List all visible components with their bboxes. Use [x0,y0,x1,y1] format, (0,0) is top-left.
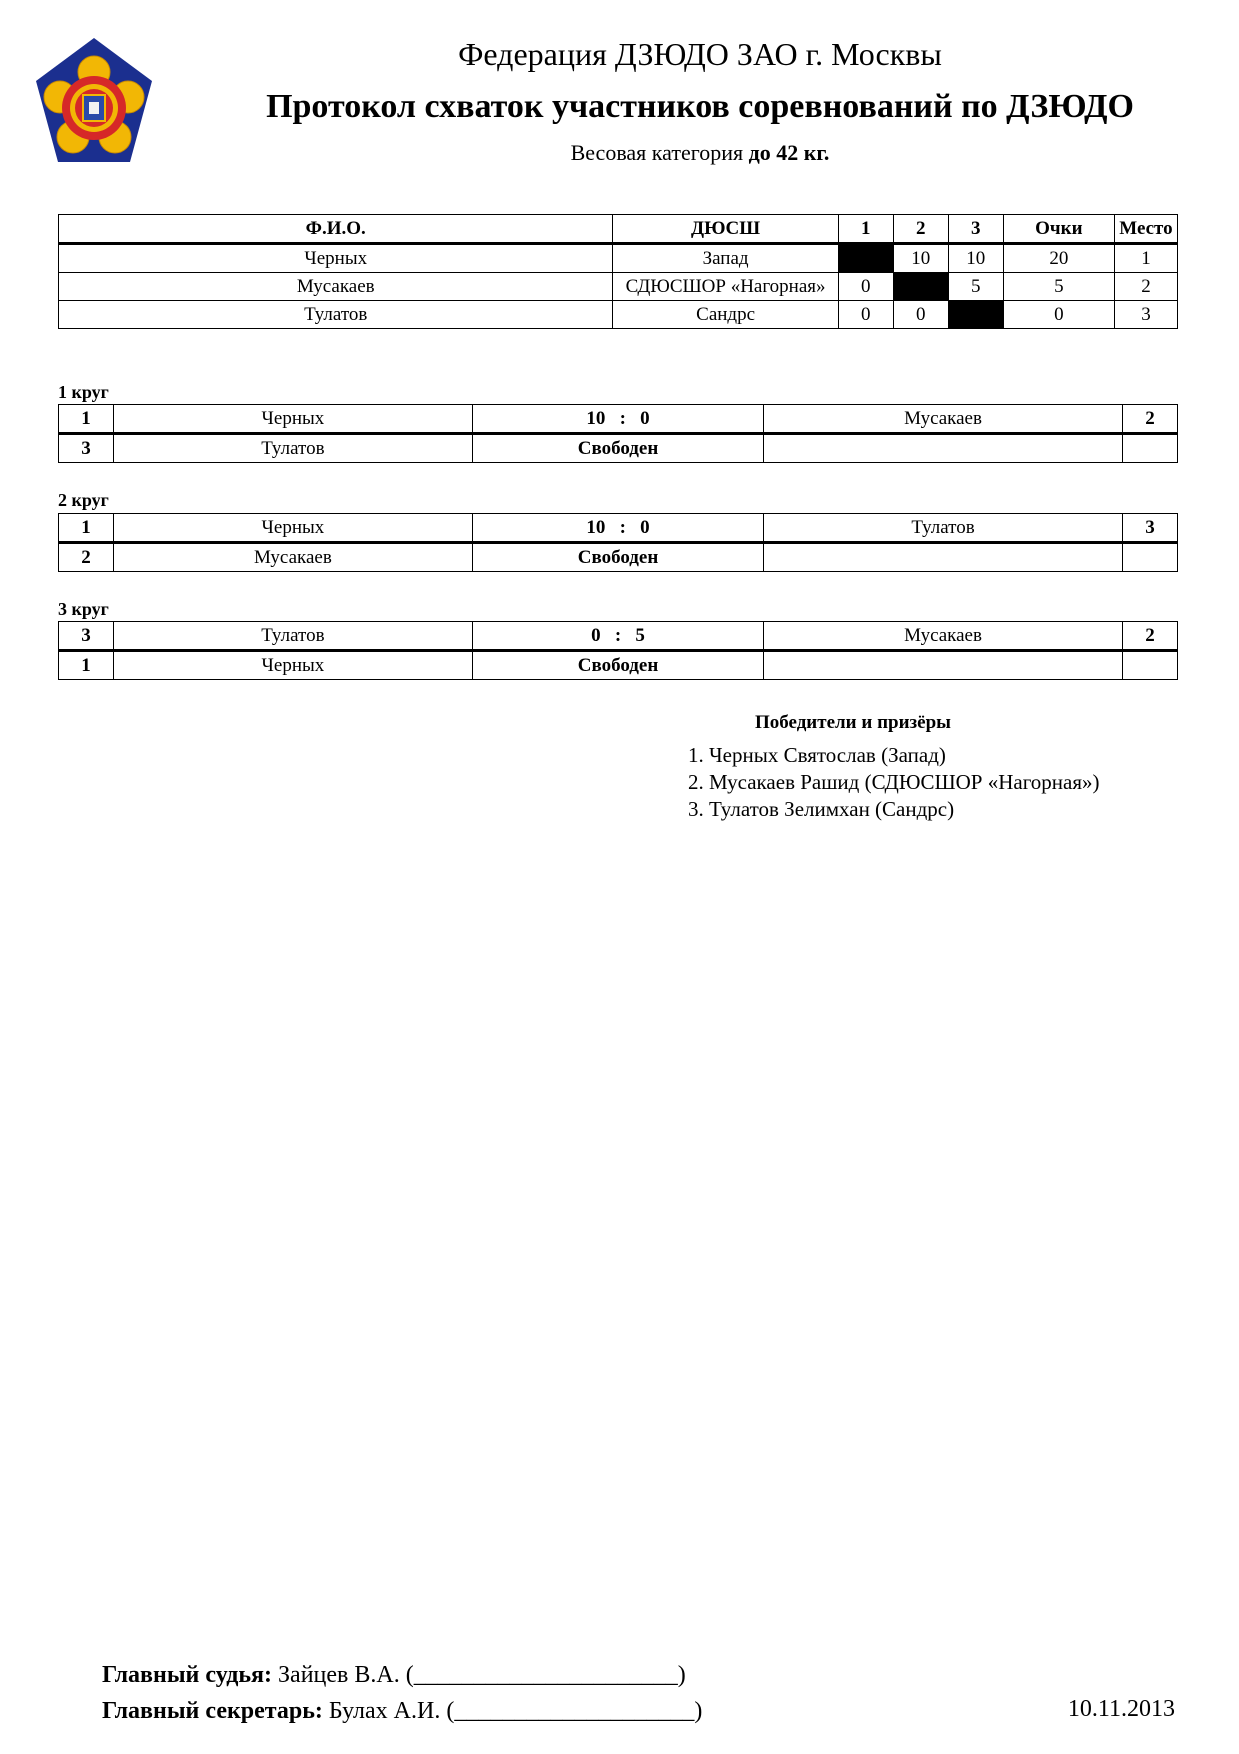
place-cell: 1 [1114,244,1177,273]
bout-score: 10 : 0 [472,405,764,434]
athlete-name: Мусакаев [59,273,613,301]
bout-row [59,651,1178,680]
chief-judge-line [102,1662,686,1689]
header-place: Место [1114,215,1177,244]
place-cell: 2 [1114,273,1177,301]
points-cell: 0 [1003,301,1114,329]
bout-opponent [764,434,1123,463]
chief-secretary-label: Главный секретарь: [102,1698,323,1724]
bout-score: 0 : 5 [472,622,764,651]
bout-opponent-number [1122,434,1177,463]
score-cell: 10 [893,244,948,273]
header-r2: 2 [893,215,948,244]
score-cell: 0 [838,273,893,301]
bout-opponent-number [1122,651,1177,680]
athlete-club: Сандрс [613,301,838,329]
bout-opponent-number: 2 [1122,405,1177,434]
score-cell: 10 [948,244,1003,273]
federation-emblem-icon [34,36,154,164]
winners-block [688,712,1188,823]
bout-opponent-number [1122,543,1177,572]
self-cell [838,244,893,273]
bout-opponent [764,543,1123,572]
bout-opponent: Мусакаев [764,405,1123,434]
page-title: Протокол схваток участников соревнований по ДЗЮДО [266,88,1134,125]
bout-athlete: Черных [114,405,473,434]
bout-opponent-number: 2 [1122,622,1177,651]
bout-number: 1 [59,514,114,543]
self-cell [948,301,1003,329]
weight-value: до 42 кг. [748,140,830,165]
winner-item: 3. Тулатов Зелимхан (Сандрс) [688,797,955,821]
athlete-club: СДЮСШОР «Нагорная» [613,273,838,301]
score-cell: 5 [948,273,1003,301]
header-r1: 1 [838,215,893,244]
winner-item: 1. Черных Святослав (Запад) [688,743,946,767]
bout-number: 3 [59,622,114,651]
bout-number: 1 [59,651,114,680]
round-label: 2 круг [58,490,109,510]
round-label: 3 круг [58,599,109,619]
athlete-name: Тулатов [59,301,613,329]
chief-secretary-value: Булах А.И. (____________________) [322,1698,703,1724]
bout-number: 1 [59,405,114,434]
chief-judge-label: Главный судья: [102,1662,273,1688]
winner-item: 2. Мусакаев Рашид (СДЮСШОР «Нагорная») [688,770,1100,794]
round-table [58,404,1178,463]
results-header-row [59,215,1178,244]
header-club: ДЮСШ [613,215,838,244]
bout-score: 10 : 0 [472,514,764,543]
chief-judge-value: Зайцев В.А. (______________________) [272,1662,686,1688]
bout-opponent: Тулатов [764,514,1123,543]
bout-athlete: Мусакаев [114,543,473,572]
bout-row [59,434,1178,463]
header-name: Ф.И.О. [59,215,613,244]
bout-row [59,405,1178,434]
score-cell: 0 [893,301,948,329]
header-r3: 3 [948,215,1003,244]
bout-athlete: Черных [114,514,473,543]
athlete-club: Запад [613,244,838,273]
points-cell: 5 [1003,273,1114,301]
bout-opponent-number: 3 [1122,514,1177,543]
score-cell: 0 [838,301,893,329]
bout-athlete: Тулатов [114,622,473,651]
round-table [58,621,1178,680]
bout-number: 3 [59,434,114,463]
table-row [59,301,1178,329]
results-table [58,214,1178,329]
table-row [59,273,1178,301]
round-label: 1 круг [58,382,109,402]
document-date: 10.11.2013 [1067,1696,1175,1722]
athlete-name: Черных [59,244,613,273]
bout-score: Свободен [472,651,764,680]
bout-opponent [764,651,1123,680]
points-cell: 20 [1003,244,1114,273]
bout-row [59,543,1178,572]
bout-athlete: Тулатов [114,434,473,463]
bout-score: Свободен [472,434,764,463]
federation-title: Федерация ДЗЮДО ЗАО г. Москвы [458,36,942,72]
round-table [58,513,1178,572]
bout-opponent: Мусакаев [764,622,1123,651]
table-row [59,244,1178,273]
bout-number: 2 [59,543,114,572]
bout-score: Свободен [472,543,764,572]
weight-category [200,140,1200,166]
bout-athlete: Черных [114,651,473,680]
weight-label: Весовая категория [570,140,749,165]
self-cell [893,273,948,301]
header-points: Очки [1003,215,1114,244]
winners-title: Победители и призёры [754,712,952,733]
place-cell: 3 [1114,301,1177,329]
bout-row [59,622,1178,651]
bout-row [59,514,1178,543]
chief-secretary-line [102,1698,702,1725]
